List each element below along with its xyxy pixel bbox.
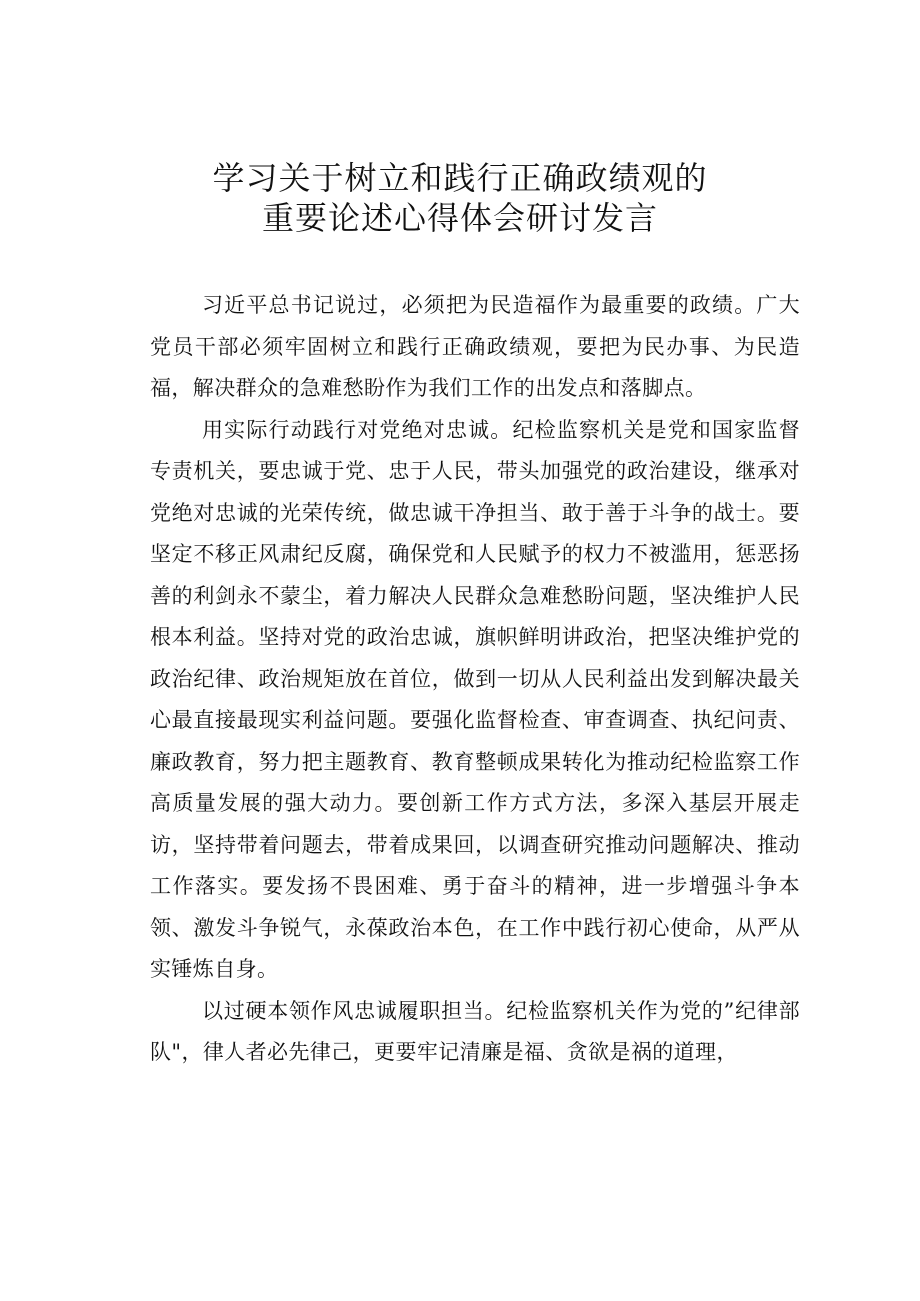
- paragraph-skills: 以过硬本领作风忠诚履职担当。纪检监察机关作为党的”纪律部队"，律人者必先律己，更要牢记清廉是福、贪欲是祸的道理，: [150, 998, 800, 1064]
- title-line-2: 重要论述心得体会研讨发言: [261, 199, 658, 237]
- document-title: [0, 158, 920, 238]
- paragraph-loyalty: 用实际行动践行对党绝对忠诚。纪检监察机关是党和国家监督专责机关，要忠诚于党、忠于人民，带头加强党的政治建设，继承对党绝对忠诚的光荣传统，做忠诚干净担当、敢于善于斗争的战士。要坚定不移正风肃纪反腐，确保党和人民赋予的权力不被滥用，惩恶扬善的利剑永不蒙尘，着力解决人民群众急难愁盼问题，坚决维护人民根本利益。坚持对党的政治忠诚，旗帜鲜明讲政治，把坚决维护党的政治纪律、政治规矩放在首位，做到一切从人民利益出发到解决最关心最直接最现实利益问题。要强化监督检查、审查调查、执纪问责、廉政教育，努力把主题教育、教育整顿成果转化为推动纪检监察工作高质量发展的强大动力。要创新工作方式方法，多深入基层开展走访，坚持带着问题去，带着成果回，以调查研究推动问题解决、推动工作落实。要发扬不畏困难、勇于奋斗的精神，进一步增强斗争本领、激发斗争锐气，永葆政治本色，在工作中践行初心使命，从严从实锤炼自身。: [150, 417, 800, 981]
- title-line-1: 学习关于树立和践行正确政绩观的: [212, 159, 708, 197]
- document-body: [150, 285, 800, 1074]
- paragraph-intro: 习近平总书记说过，必须把为民造福作为最重要的政绩。广大党员干部必须牢固树立和践行正确政绩观，要把为民办事、为民造福，解决群众的急难愁盼作为我们工作的出发点和落脚点。: [150, 293, 800, 400]
